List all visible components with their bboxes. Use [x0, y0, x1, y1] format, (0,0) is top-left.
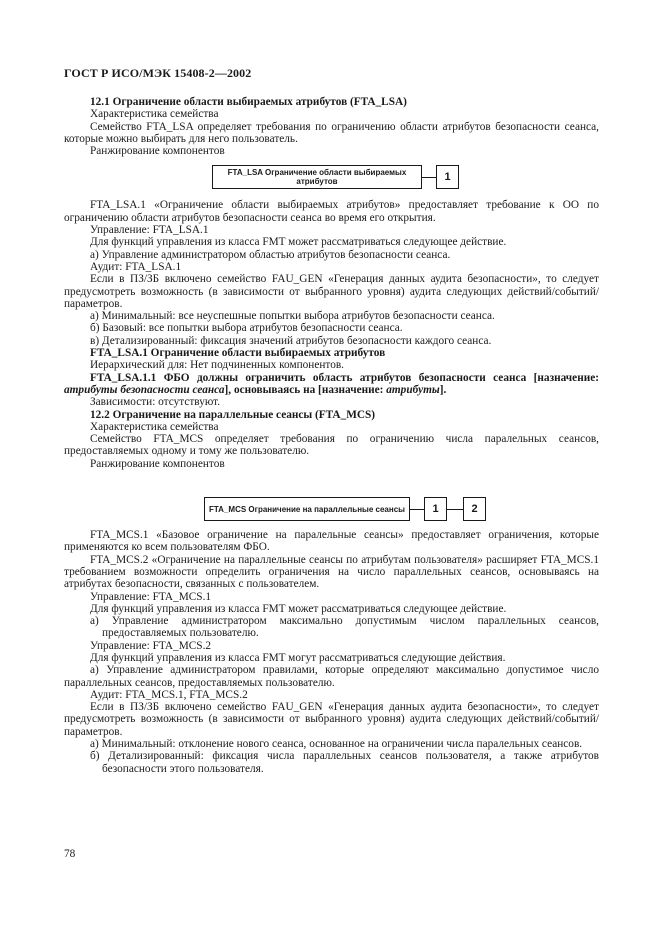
management-item-a: а) Управление администратором областью атрибутов безопасности сеанса.: [90, 248, 451, 261]
component-description-1: FTA_MCS.1 «Базовое ограничение на паралельные сеансы» предоставляет ограничения, которые применяются ко всем пользователям ФБО.: [64, 529, 599, 554]
management-label: Управление: FTA_LSA.1: [90, 224, 209, 237]
fta-mcs-ranking-diagram: [64, 479, 599, 525]
audit-item-a: а) Минимальный: отклонение нового сеанса, основанное на ограничении числа паралельных сеансов.: [90, 738, 583, 751]
component-title: FTA_LSA.1 Ограничение области выбираемых атрибутов: [90, 347, 386, 360]
connector-line: [410, 509, 424, 510]
management-text: Для функций управления из класса FMT может рассматриваться следующее действие.: [90, 236, 507, 249]
dependencies-text: Зависимости: отсутствуют.: [90, 396, 221, 409]
audit-item-b: б) Детализированный: фиксация числа параллельных сеансов пользователя, а также атрибутов безопасности этого пользователя.: [90, 750, 599, 775]
audit-item-a: а) Минимальный: все неуспешные попытки выбора атрибутов безопасности сеанса.: [90, 310, 495, 323]
audit-label: Аудит: FTA_MCS.1, FTA_MCS.2: [90, 688, 248, 701]
family-characteristic-label: Характеристика семейства: [90, 108, 219, 121]
component-box-1: 1: [424, 497, 447, 521]
fta-lsa-ranking-diagram: [64, 159, 599, 196]
section-title-fta-lsa: 12.1 Ограничение области выбираемых атрибутов (FTA_LSA): [90, 96, 407, 108]
audit-text: Если в ПЗ/ЗБ включено семейство FAU_GEN «Генерация данных аудита безопасности», то следует предусмотреть возможность (в зависимости от выбранного уровня) аудита следующих действий/событий/параметров.: [64, 273, 599, 310]
family-box: FTA_MCS Ограничение на параллельные сеансы: [204, 497, 410, 521]
element-assignment-1: атрибуты безопасности сеанса: [64, 383, 225, 396]
management-label: Управление: FTA_MCS.1: [90, 590, 212, 603]
family-characteristic-text: Семейство FTA_LSA определяет требования по ограничению области атрибутов безопасности сеанса, которые можно выбирать для него пользователь.: [64, 120, 599, 145]
component-description-2: FTA_MCS.2 «Ограничение на параллельные сеансы по атрибутам пользователя» расширяет FTA_MCS.1 требованием возможности определить ограничения на число параллельных сеансов, основываясь на атрибутах безопасности, связанных с пользователем.: [64, 553, 599, 591]
section-title-fta-mcs: 12.2 Ограничение на параллельные сеансы (FTA_MCS): [90, 408, 376, 421]
component-box-1: 1: [436, 165, 459, 189]
family-box: FTA_LSA Ограничение области выбираемых атрибутов: [212, 165, 422, 189]
element-text-1: FTA_LSA.1.1 ФБО должны ограничить область атрибутов безопасности сеанса [назначение:: [90, 371, 599, 384]
management-item-a: а) Управление администратором правилами, которые определяют максимально допустимое число параллельных сеансов, предоставляемых пользователю.: [64, 664, 599, 689]
component-ranking-label: Ранжирование компонентов: [90, 457, 225, 470]
element-text-2: ], основываясь на [назначение:: [224, 383, 387, 396]
audit-item-b: б) Базовый: все попытки выбора атрибутов безопасности сеанса.: [90, 322, 403, 335]
family-characteristic-text: Семейство FTA_MCS определяет требования по ограничению числа паралельных сеансов, предоставляемых одному и тому же пользователю.: [64, 433, 599, 458]
element-assignment-2: атрибуты: [386, 383, 440, 396]
document-header: ГОСТ Р ИСО/МЭК 15408-2—2002: [64, 66, 252, 80]
page-content: [64, 96, 599, 775]
management-item-a: а) Управление администратором максимально допустимым числом параллельных сеансов, предоставляемых пользователю.: [90, 615, 599, 640]
functional-element: [64, 372, 599, 397]
audit-text: Если в ПЗ/ЗБ включено семейство FAU_GEN «Генерация данных аудита безопасности», то следует предусмотреть возможность (в зависимости от выбранного уровня) аудита следующих действий/событий/параметров.: [64, 701, 599, 738]
hierarchical-text: Иерархический для: Нет подчиненных компонентов.: [90, 359, 344, 372]
audit-label: Аудит: FTA_LSA.1: [90, 260, 182, 273]
component-ranking-label: Ранжирование компонентов: [90, 145, 225, 158]
page-number: 78: [64, 848, 76, 860]
management-text: Для функций управления из класса FMT могут рассматриваться следующие действия.: [90, 651, 506, 664]
component-box-2: 2: [463, 497, 486, 521]
audit-item-c: в) Детализированный: фиксация значений атрибутов безопасности каждого сеанса.: [90, 334, 492, 347]
management-text: Для функций управления из класса FMT может рассматриваться следующее действие.: [90, 602, 507, 615]
management-label: Управление: FTA_MCS.2: [90, 639, 212, 652]
connector-line: [422, 177, 436, 178]
element-text-3: ].: [439, 383, 447, 396]
family-characteristic-label: Характеристика семейства: [90, 420, 219, 433]
connector-line: [447, 509, 463, 510]
component-description: FTA_LSA.1 «Ограничение области выбираемых атрибутов» предоставляет требование к ОО по ограничению области атрибутов безопасности сеанса во время его открытия.: [64, 199, 599, 224]
